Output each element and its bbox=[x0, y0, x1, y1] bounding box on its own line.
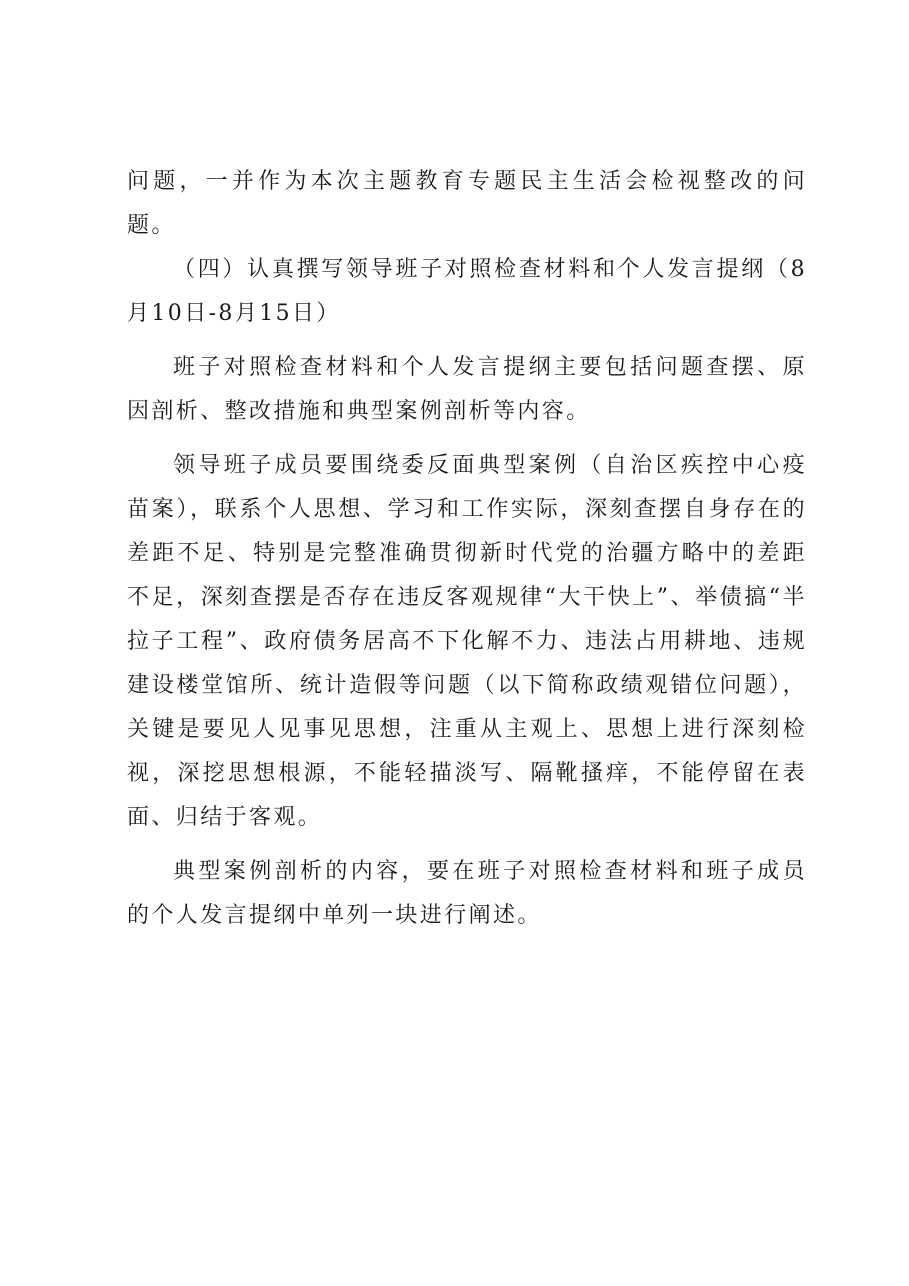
document-body bbox=[127, 160, 807, 948]
paragraph: 班子对照检查材料和个人发言提纲主要包括问题查摆、原因剖析、整改措施和典型案例剖析等内容。 bbox=[127, 355, 807, 424]
paragraph: 典型案例剖析的内容，要在班子对照检查材料和班子成员的个人发言提纲中单列一块进行阐述。 bbox=[127, 859, 807, 928]
paragraph-continuation: 问题，一并作为本次主题教育专题民主生活会检视整改的问题。 bbox=[127, 169, 807, 238]
section-heading: （四）认真撰写领导班子对照检查材料和个人发言提纲（8月10日-8月15日） bbox=[127, 257, 807, 326]
paragraph: 领导班子成员要围绕委反面典型案例（自治区疾控中心疫苗案），联系个人思想、学习和工作实际，深刻查摆自身存在的差距不足、特别是完整准确贯彻新时代党的治疆方略中的差距不足，深刻查摆是否存在违反客观规律“大干快上”、举债搞“半拉子工程”、政府债务居高不下化解不力、违法占用耕地、违规建设楼堂馆所、统计造假等问题（以下简称政绩观错位问题），关键是要见人见事见思想，注重从主观上、思想上进行深刻检视，深挖思想根源，不能轻描淡写、隔靴搔痒，不能停留在表面、归结于客观。 bbox=[127, 453, 807, 830]
